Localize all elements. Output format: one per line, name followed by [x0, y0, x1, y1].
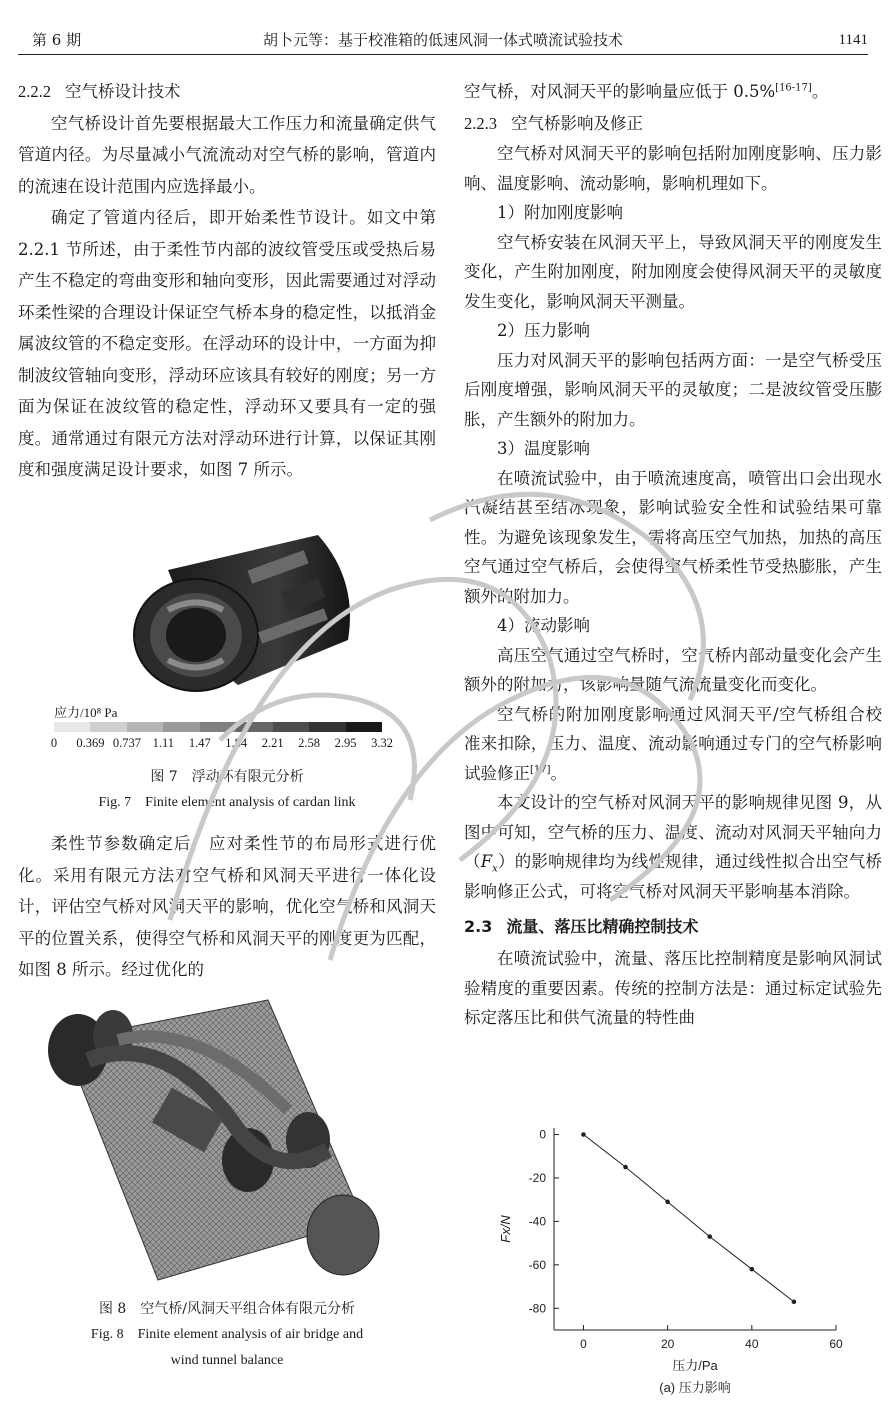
- paragraph: 压力对风洞天平的影响包括两方面：一是空气桥受压后刚度增强，影响风洞天平的灵敏度；二是波纹管受压膨胀，产生额外的附加力。: [464, 350, 882, 429]
- y-tick-label: 0: [539, 1127, 546, 1142]
- legend-tick-label: 2.21: [261, 736, 284, 750]
- x-tick-label: 0: [580, 1337, 587, 1351]
- x-axis-label: 压力/Pa: [672, 1358, 718, 1373]
- subheading: 2）压力影响: [497, 321, 590, 340]
- legend-tick-label: 1.47: [188, 736, 211, 750]
- figure-8: [18, 990, 436, 1390]
- air-bridge-balance-fem-image: [18, 990, 436, 1290]
- running-header: [18, 30, 868, 55]
- y-tick-label: -40: [528, 1214, 546, 1229]
- paragraph-text: 本文设计的空气桥对风洞天平的影响规律见图 9，从图中可知，空气桥的压力、温度、流动对风洞天平轴向力（: [464, 793, 882, 871]
- legend-tick-label: 0.737: [112, 736, 141, 750]
- issue-number: 第 6 期: [32, 31, 82, 49]
- paragraph: 空气桥对风洞天平的影响包括附加刚度影响、压力影响、温度影响、流动影响，影响机理如下。: [464, 144, 882, 193]
- data-point: [623, 1165, 628, 1170]
- legend-tick-label: 3.32: [371, 736, 393, 750]
- legend-tick-label: 0.369: [76, 736, 105, 750]
- figure-7: [18, 510, 436, 825]
- paragraph-text: 空气桥的附加刚度影响通过风洞天平/空气桥组合校准来扣除，压力、温度、流动影响通过专门的空气桥影响试验修正: [464, 704, 882, 783]
- figure-9a-chart: [466, 1112, 886, 1398]
- paragraph: 确定了管道内径后，即开始柔性节设计。如文中第 2.2.1 节所述，由于柔性节内部的波纹管受压或受热后易产生不稳定的弯曲变形和轴向变形，因此需要通过对浮动环柔性梁的合理设计保证空气桥本身的稳定性，以抵消金属波纹管的不稳定变形。在浮动环的设计中，一方面为抑制波纹管轴向变形，浮动环应该具有较好的刚度；另一方面为保证在波纹管的稳定性，浮动环又要具有一定的强度。通常通过有限元方法对浮动环进行计算，以保证其刚度和强度满足设计要求，如图 7 所示。: [18, 208, 436, 479]
- section-heading-2-3: [464, 912, 882, 942]
- chart-subtitle: (a) 压力影响: [659, 1380, 731, 1395]
- section-number: 2.2.2: [18, 82, 51, 101]
- paragraph: 在喷流试验中，由于喷流速度高，喷管出口会出现水汽凝结甚至结冰现象，影响试验安全性和试验结果可靠性。为避免该现象发生，需将高压空气加热，加热的高压空气通过空气桥后，会使得空气桥柔性节受热膨胀，产生额外的附加力。: [464, 468, 882, 606]
- data-point: [750, 1267, 755, 1272]
- symbol-subscript: x: [492, 863, 498, 875]
- symbol-F: F: [480, 852, 493, 871]
- figure-8-caption-en-line1: Fig. 8 Finite element analysis of air bridge and: [90, 1327, 364, 1342]
- legend-tick-label: 2.58: [298, 736, 321, 750]
- pressure-effect-line-chart: [466, 1112, 886, 1398]
- right-column: [464, 76, 882, 1033]
- paragraph-text: 空气桥，对风洞天平的影响量应低于 0.5%: [464, 82, 776, 101]
- subheading: 4）流动影响: [497, 616, 590, 635]
- stress-color-bar: [54, 722, 382, 732]
- section-title: 空气桥设计技术: [65, 82, 181, 101]
- paragraph: 在喷流试验中，流量、落压比控制精度是影响风洞试验精度的重要因素。传统的控制方法是：通过标定试验先标定落压比和供气流量的特性曲: [464, 949, 882, 1027]
- data-point: [665, 1200, 670, 1205]
- paragraph: 高压空气通过空气桥时，空气桥内部动量变化会产生额外的附加力，该影响量随气流流量变化而变化。: [464, 645, 882, 694]
- series-line: [583, 1135, 793, 1302]
- page-number: 1141: [838, 32, 868, 48]
- cardan-link-fem-image: [18, 510, 436, 710]
- paragraph-text: ）的影响规律均为线性规律，通过线性拟合出空气桥影响修正公式，可将空气桥对风洞天平影响基本消除。: [464, 852, 883, 901]
- section-number: 2.2.3: [464, 113, 497, 133]
- x-tick-label: 40: [745, 1337, 759, 1351]
- legend-tick-label: 2.95: [334, 736, 357, 750]
- subheading: 1）附加刚度影响: [497, 203, 623, 222]
- section-heading-2-2-2: [18, 76, 436, 108]
- legend-label: 应力/10⁸ Pa: [54, 705, 118, 720]
- legend-tick-label: 1.84: [225, 736, 248, 750]
- left-column-middle: [18, 828, 436, 986]
- paragraph: 空气桥设计首先要根据最大工作压力和流量确定供气管道内径。为尽量减小气流流动对空气桥的影响，管道内的流速在设计范围内应选择最小。: [18, 113, 436, 196]
- legend-tick-label: 1.11: [152, 736, 175, 750]
- citation: [16-17]: [775, 82, 812, 94]
- data-point: [581, 1132, 586, 1137]
- section-title: 空气桥影响及修正: [511, 113, 643, 133]
- figure-8-caption-en-line2: wind tunnel balance: [170, 1353, 284, 1368]
- section-number: 2.3: [464, 917, 493, 936]
- paragraph-with-citation: [464, 700, 882, 789]
- section-heading-2-2-3: [464, 108, 882, 140]
- paragraph: 空气桥安装在风洞天平上，导致风洞天平的刚度发生变化，产生附加刚度，附加刚度会使得风洞天平的灵敏度发生变化，影响风洞天平测量。: [464, 232, 882, 311]
- punctuation: 。: [550, 763, 568, 783]
- data-point: [792, 1299, 797, 1304]
- figure-7-caption-cn: 图 7 浮动环有限元分析: [150, 769, 304, 785]
- x-tick-label: 20: [660, 1337, 675, 1351]
- punctuation: 。: [811, 82, 829, 101]
- citation: [17]: [530, 764, 551, 775]
- figure-8-caption-cn: 图 8 空气桥/风洞天平组合体有限元分析: [98, 1301, 356, 1317]
- legend-tick-label: 0: [50, 736, 58, 750]
- subheading: 3）温度影响: [497, 439, 590, 458]
- y-tick-label: -20: [528, 1170, 546, 1185]
- y-tick-label: -60: [528, 1257, 546, 1272]
- figure-7-caption-en: Fig. 7 Finite element analysis of cardan link: [98, 795, 356, 810]
- data-point: [707, 1234, 712, 1239]
- y-axis-label: Fx/N: [498, 1215, 513, 1243]
- paragraph-with-formula: [464, 788, 882, 906]
- paragraph: 柔性节参数确定后，应对柔性节的布局形式进行优化。采用有限元方法对空气桥和风洞天平进行一体化设计，评估空气桥对风洞天平的影响，优化空气桥和风洞天平的位置关系，使得空气桥和风洞天平的刚度更为匹配，如图 8 所示。经过优化的: [18, 834, 436, 979]
- x-tick-label: 60: [829, 1337, 843, 1351]
- paragraph-continued: [464, 76, 882, 108]
- running-title: 胡卜元等：基于校准箱的低速风洞一体式喷流试验技术: [262, 31, 623, 49]
- section-title: 流量、落压比精确控制技术: [506, 917, 699, 936]
- left-column-top: [18, 76, 436, 486]
- y-tick-label: -80: [528, 1301, 546, 1316]
